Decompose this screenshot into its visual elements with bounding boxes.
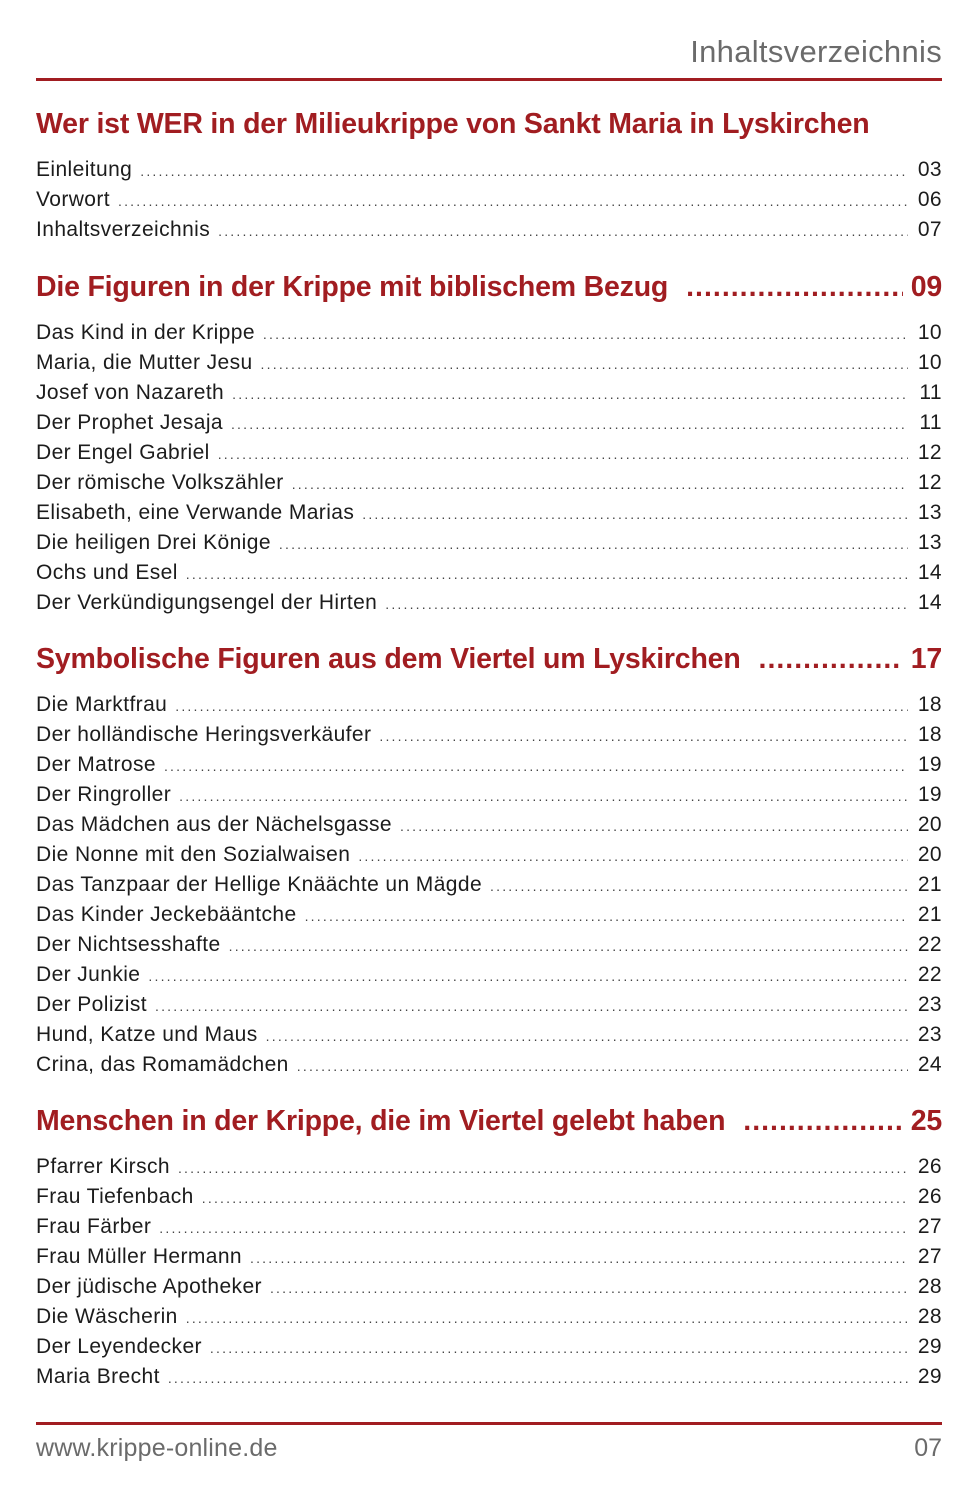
entry-list [36,1155,942,1395]
toc-entry-label: Der Leyendecker [36,1335,202,1358]
toc-entry-page: 21 [917,873,942,896]
toc-entry-label: Pfarrer Kirsch [36,1155,170,1178]
dot-leader [297,1058,908,1074]
section-heading-title: Die Figuren in der Krippe mit biblischem Bezug [36,271,669,303]
entry-list [36,158,942,248]
toc-entry-label: Hund, Katze und Maus [36,1023,258,1046]
toc-entry[interactable] [36,1245,942,1275]
toc-entry-page: 11 [919,381,942,404]
toc-entry-page: 22 [917,963,942,986]
toc-entry-page: 14 [917,591,942,614]
toc-entry-page: 14 [917,561,942,584]
toc-section [36,108,942,248]
dot-leader [261,356,908,372]
footer-page-number: 07 [914,1434,942,1462]
toc-entry[interactable] [36,723,942,753]
dot-leader [362,506,908,522]
toc-entry-page: 10 [917,321,942,344]
toc-page [36,0,942,1499]
dot-leader [400,818,908,834]
toc-entry[interactable] [36,873,942,903]
toc-entry[interactable] [36,783,942,813]
dot-leader [179,788,908,804]
dot-leader [159,1220,908,1236]
dot-leader [175,698,908,714]
toc-entry-label: Der Nichtsesshafte [36,933,221,956]
toc-entry[interactable] [36,1215,942,1245]
toc-entry-label: Der Prophet Jesaja [36,411,223,434]
toc-entry[interactable] [36,753,942,783]
dot-leader [168,1370,908,1386]
dot-leader [379,728,908,744]
entry-list [36,321,942,621]
header-rule [36,78,942,81]
toc-entry[interactable] [36,1053,942,1083]
dot-leader [178,1160,908,1176]
toc-entry-page: 19 [917,783,942,806]
toc-entry[interactable] [36,693,942,723]
toc-entry-label: Der Verkündigungsengel der Hirten [36,591,378,614]
toc-entry-page: 23 [917,1023,942,1046]
section-heading-page: 25 [910,1105,942,1137]
toc-entry-label: Der Polizist [36,993,147,1016]
toc-entry-page: 20 [917,813,942,836]
toc-entry[interactable] [36,158,942,188]
toc-entry[interactable] [36,591,942,621]
toc-section [36,1105,942,1395]
toc-entry-label: Frau Müller Hermann [36,1245,242,1268]
toc-entry[interactable] [36,1155,942,1185]
toc-entry-page: 07 [917,218,942,241]
toc-entry-page: 19 [917,753,942,776]
toc-entry[interactable] [36,903,942,933]
toc-entry-label: Das Tanzpaar der Hellige Knäächte un Mägde [36,873,483,896]
toc-entry-label: Die heiligen Drei Könige [36,531,271,554]
section-heading[interactable] [36,1105,942,1145]
section-heading-title: Menschen in der Krippe, die im Viertel gelebt haben [36,1105,726,1137]
toc-entry[interactable] [36,1023,942,1053]
dot-leader [686,271,903,304]
toc-entry[interactable] [36,218,942,248]
toc-entry[interactable] [36,471,942,501]
toc-entry-label: Vorwort [36,188,110,211]
dot-leader [263,326,908,342]
toc-section [36,643,942,1083]
toc-entry-label: Einleitung [36,158,133,181]
dot-leader [250,1250,908,1266]
toc-entry-label: Das Mädchen aus der Nächelsgasse [36,813,392,836]
toc-entry-label: Der Ringroller [36,783,172,806]
toc-entry-label: Elisabeth, eine Verwande Marias [36,501,355,524]
dot-leader [270,1280,908,1296]
toc-entry[interactable] [36,813,942,843]
footer-url-link[interactable]: www.krippe-online.de [36,1434,278,1462]
toc-entry-label: Crina, das Romamädchen [36,1053,289,1076]
dot-leader [218,446,908,462]
dot-leader [186,1310,908,1326]
toc-entry-page: 13 [917,501,942,524]
dot-leader [202,1190,908,1206]
toc-entry-label: Die Nonne mit den Sozialwaisen [36,843,351,866]
dot-leader [148,968,908,984]
toc-section [36,271,942,621]
toc-entry-page: 26 [917,1185,942,1208]
toc-entry[interactable] [36,188,942,218]
toc-entry[interactable] [36,1185,942,1215]
section-heading-page: 09 [910,271,942,303]
dot-leader [292,476,908,492]
dot-leader [358,848,908,864]
toc-entry-label: Der Junkie [36,963,141,986]
toc-entry-label: Frau Färber [36,1215,152,1238]
toc-entry-label: Das Kind in der Krippe [36,321,255,344]
toc-entry[interactable] [36,933,942,963]
toc-entry-page: 28 [917,1275,942,1298]
toc-entry[interactable] [36,381,942,411]
dot-leader [231,416,908,432]
toc-entry-page: 24 [917,1053,942,1076]
toc-entry-page: 12 [917,471,942,494]
toc-entry[interactable] [36,351,942,381]
toc-entry-label: Maria Brecht [36,1365,160,1388]
toc-entry-page: 21 [917,903,942,926]
section-heading[interactable] [36,108,942,148]
toc-entry-page: 20 [917,843,942,866]
dot-leader [279,536,908,552]
toc-entry-page: 22 [917,933,942,956]
toc-entry-label: Josef von Nazareth [36,381,225,404]
dot-leader [164,758,908,774]
section-heading[interactable] [36,643,942,683]
dot-leader [210,1340,908,1356]
toc-entry-page: 10 [917,351,942,374]
dot-leader [490,878,908,894]
dot-leader [759,643,903,676]
toc-entry-label: Frau Tiefenbach [36,1185,194,1208]
toc-entry[interactable] [36,1365,942,1395]
section-heading-title: Symbolische Figuren aus dem Viertel um Lyskirchen [36,643,741,675]
toc-entry[interactable] [36,501,942,531]
dot-leader [218,223,908,239]
toc-entry-page: 06 [917,188,942,211]
section-heading-title: Wer ist WER in der Milieukrippe von Sankt Maria in Lyskirchen [36,108,870,140]
toc-entry-label: Die Marktfrau [36,693,168,716]
toc-entry-label: Ochs und Esel [36,561,178,584]
toc-entry[interactable] [36,1335,942,1365]
toc-entry-page: 12 [917,441,942,464]
dot-leader [229,938,908,954]
toc-entry-label: Maria, die Mutter Jesu [36,351,253,374]
section-heading-page: 17 [910,643,942,675]
toc-entry[interactable] [36,843,942,873]
toc-entry[interactable] [36,1275,942,1305]
toc-entry-label: Der römische Volkszähler [36,471,284,494]
toc-entry-page: 23 [917,993,942,1016]
toc-entry[interactable] [36,441,942,471]
dot-leader [186,566,908,582]
toc-entry-label: Inhaltsverzeichnis [36,218,211,241]
toc-entry-label: Das Kinder Jeckebääntche [36,903,297,926]
toc-entry[interactable] [36,1305,942,1335]
toc-entry-label: Der Matrose [36,753,156,776]
toc-entry-label: Die Wäscherin [36,1305,178,1328]
toc-entry-page: 27 [917,1215,942,1238]
toc-entry-page: 27 [917,1245,942,1268]
toc-entry-page: 11 [919,411,942,434]
toc-entry[interactable] [36,993,942,1023]
toc-entry[interactable] [36,411,942,441]
section-heading[interactable] [36,271,942,311]
toc-entry-label: Der holländische Heringsverkäufer [36,723,372,746]
dot-leader [140,163,908,179]
dot-leader [743,1105,902,1138]
toc-entry-page: 03 [917,158,942,181]
toc-entry-label: Der jüdische Apotheker [36,1275,262,1298]
toc-entry-page: 18 [917,723,942,746]
toc-entry-page: 26 [917,1155,942,1178]
toc-entry-page: 29 [917,1365,942,1388]
toc-entry-page: 18 [917,693,942,716]
page-header-title: Inhaltsverzeichnis [690,34,942,69]
toc-entry[interactable] [36,321,942,351]
entry-list [36,693,942,1083]
dot-leader [118,193,908,209]
toc-entry[interactable] [36,963,942,993]
toc-entry-page: 29 [917,1335,942,1358]
dot-leader [305,908,908,924]
toc-entry[interactable] [36,531,942,561]
dot-leader [385,596,908,612]
toc-entry-page: 13 [917,531,942,554]
footer-rule [36,1422,942,1425]
toc-entry-page: 28 [917,1305,942,1328]
toc-entry-label: Der Engel Gabriel [36,441,210,464]
toc-entry[interactable] [36,561,942,591]
dot-leader [266,1028,908,1044]
dot-leader [155,998,908,1014]
dot-leader [232,386,908,402]
